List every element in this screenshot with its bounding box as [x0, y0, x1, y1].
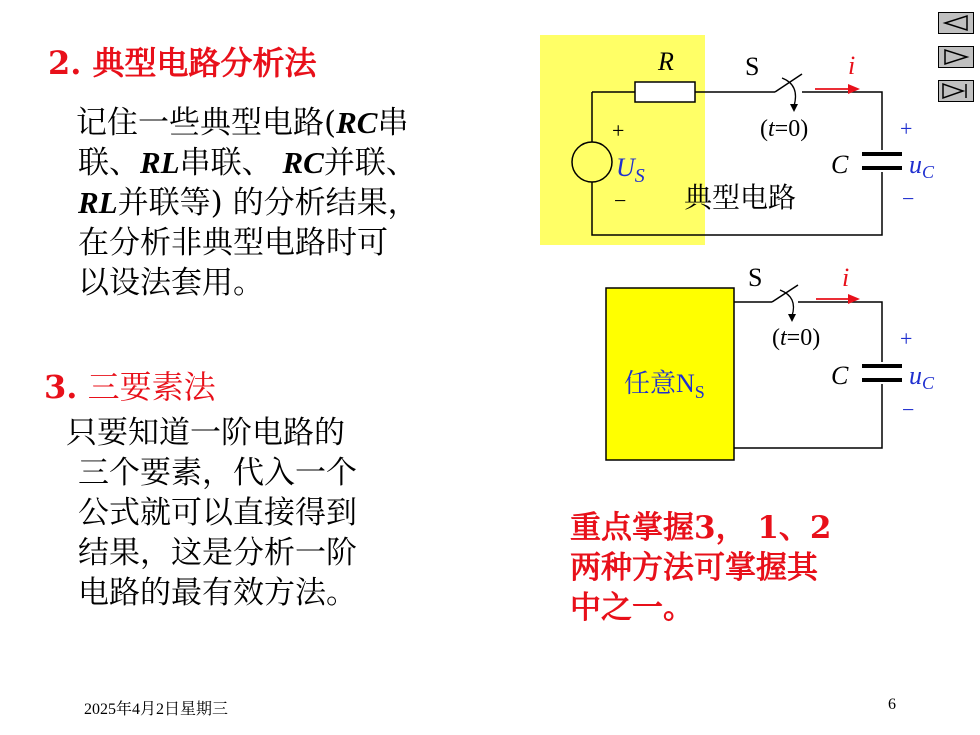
switch-blade — [775, 74, 802, 92]
section3-body — [66, 413, 357, 613]
switch-arrow-head — [790, 104, 798, 112]
capacitor-label: C — [831, 150, 849, 179]
section2-line5: 以设法套用。 — [78, 265, 264, 301]
rc-term: RC — [336, 105, 378, 140]
wire — [802, 92, 882, 150]
switch-arrow-head — [788, 314, 796, 322]
text-span: C — [922, 162, 935, 182]
last-slide-button[interactable] — [938, 80, 974, 102]
text-span: 串 — [377, 105, 409, 141]
section2-line2 — [78, 143, 417, 183]
text-span: u — [909, 361, 922, 390]
page-number: 6 — [888, 696, 896, 713]
section3-title-text: 三要素法 — [77, 368, 216, 406]
key-note — [570, 508, 832, 628]
resistor-icon — [635, 82, 695, 102]
text-span: t — [780, 325, 787, 351]
text-span: ( — [760, 116, 768, 142]
section3-line: 结果，这是分析一阶 — [78, 535, 357, 571]
uc-label — [909, 150, 935, 182]
section3-line: 公式就可以直接得到 — [78, 495, 357, 531]
text-span: =0) — [786, 325, 821, 351]
slide-nav — [938, 12, 974, 104]
key-note-line: 两种方法可掌握其 — [570, 550, 818, 586]
capacitor-label: C — [831, 361, 849, 390]
text-span: t — [768, 116, 775, 142]
text-span: 联、 — [78, 145, 140, 181]
text-span: 并联、 — [323, 145, 417, 181]
text-span: 记住一些典型电路( — [76, 105, 337, 141]
text-span: S — [634, 165, 645, 187]
source-minus-sign: − — [614, 188, 627, 213]
section2-line4: 在分析非典型电路时可 — [78, 225, 388, 261]
switch-arrow-icon — [782, 78, 796, 106]
rc-term: RC — [282, 145, 324, 180]
rl-term: RL — [78, 185, 118, 220]
wire — [734, 384, 882, 448]
text-span: 任意N — [624, 369, 695, 398]
circuit-caption: 典型电路 — [684, 183, 797, 214]
previous-slide-button[interactable] — [938, 12, 974, 34]
arbitrary-network-circuit-diagram — [600, 260, 935, 470]
switch-blade — [772, 285, 798, 302]
switch-label: S — [745, 52, 760, 81]
section3-line: 三个要素，代入一个 — [78, 455, 357, 491]
section2-title: 2. 典型电路分析法 — [48, 44, 317, 82]
section2-line1 — [76, 103, 408, 143]
text-span: U — [616, 153, 635, 182]
section3-line: 只要知道一阶电路的 — [66, 415, 345, 451]
uc-plus-sign: + — [900, 116, 913, 141]
text-span: =0) — [774, 116, 809, 142]
text-span: u — [909, 150, 922, 179]
uc-minus-sign: − — [902, 397, 915, 422]
section2-line3 — [78, 183, 419, 223]
footer-date: 2025年4月2日星期三 — [84, 701, 229, 718]
last-slide-icon — [939, 81, 973, 101]
text-span: S — [694, 382, 705, 402]
arbitrary-network-label — [624, 369, 705, 402]
next-slide-icon — [939, 47, 973, 67]
text-span: 并联等) 的分析结果， — [117, 185, 419, 221]
switch-time-label — [760, 116, 808, 142]
section3-line: 电路的最有效方法。 — [78, 575, 357, 611]
source-plus-sign: + — [612, 118, 625, 143]
current-label: i — [842, 263, 850, 292]
text-span: ( — [772, 325, 780, 351]
switch-time-label — [772, 325, 820, 351]
key-note-line: 重点掌握3， 1、2 — [570, 510, 832, 546]
uc-minus-sign: − — [902, 186, 915, 211]
typical-circuit-diagram — [530, 30, 935, 255]
switch-label: S — [748, 263, 763, 292]
next-slide-button[interactable] — [938, 46, 974, 68]
uc-label — [909, 361, 935, 393]
key-note-line: 中之一。 — [570, 590, 694, 626]
resistor-label: R — [658, 47, 674, 76]
text-span: 串联、 — [179, 145, 283, 181]
switch-arrow-icon — [780, 290, 794, 316]
uc-plus-sign: + — [900, 326, 913, 351]
previous-slide-icon — [939, 13, 973, 33]
section3-title: 3. 三要素法 — [44, 368, 216, 406]
rl-term: RL — [140, 145, 180, 180]
current-label: i — [848, 51, 856, 80]
text-span: C — [922, 373, 935, 393]
